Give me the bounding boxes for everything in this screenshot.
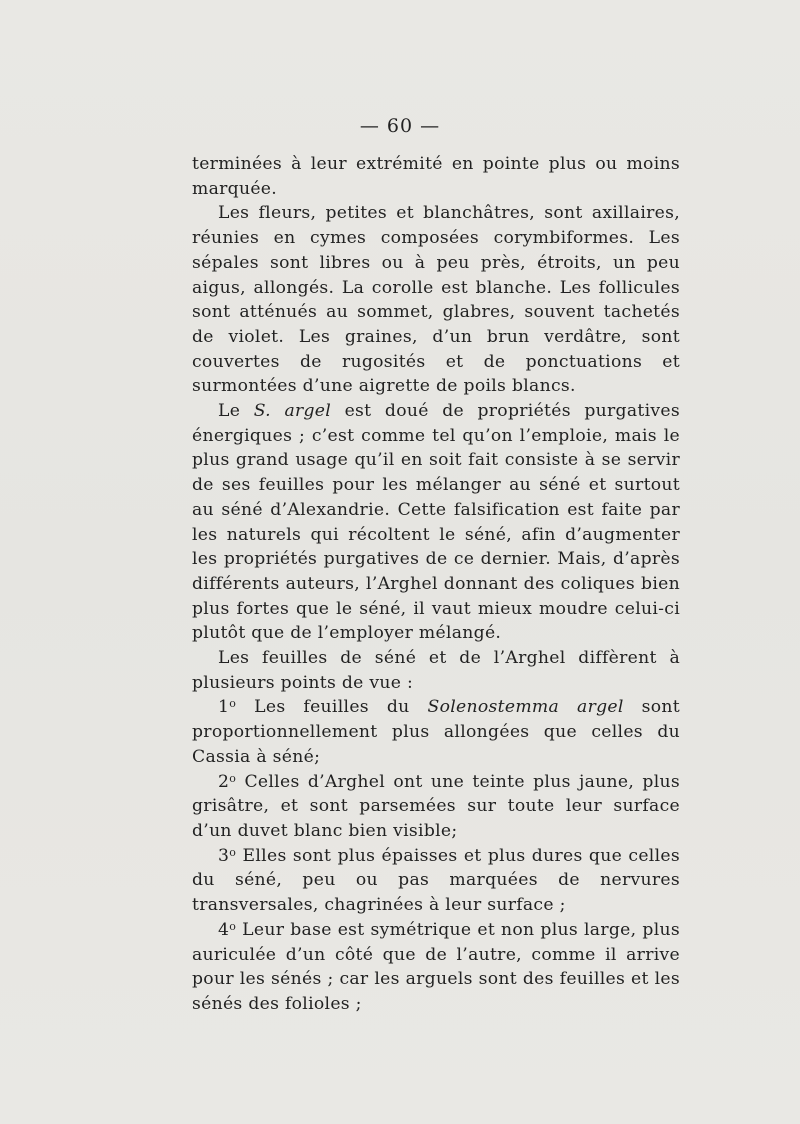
list-item-4 xyxy=(192,918,680,1017)
list-item-3 xyxy=(192,844,680,918)
text-span: Leur base est symétrique et non plus large, plus auriculée d’un côté que de l’autre, comme il arrive pour les sénés ; car les arguels sont des feuilles et les sénés des folioles ; xyxy=(192,919,680,1014)
list-number: 1 xyxy=(218,697,230,718)
text-span: est doué de propriétés purgatives énergiques ; c’est comme tel qu’on l’emploie, mais le plus grand usage qu’il en soit fait consiste à se servir de ses feuilles pour les mélanger au séné et surtout au séné d’Alexandrie. Cette falsification est faite par les naturels qui récoltent le séné, afin d’augmenter les propriétés purgatives de ce dernier. Mais, d’après différents auteurs, l’Arghel donnant des coliques bien plus fortes que le séné, il vaut mieux moudre celui-ci plutôt que de l’employer mélangé. xyxy=(192,401,680,644)
text-span: sont proportionnellement plus allongées que celles du Cassia à séné; xyxy=(192,697,680,767)
text-span: Le xyxy=(218,401,254,422)
list-number: 3 xyxy=(218,845,230,866)
page-number: — 60 — xyxy=(359,115,441,137)
paragraph-flowers: Les fleurs, petites et blanchâtres, sont axillaires, réunies en cymes composées corymbiformes. Les sépales sont libres ou à peu près, étroits, un peu aigus, allongés. La corolle est blanche. Les follicules sont atténués au sommet, glabres, souvent tachetés de violet. Les graines, d’un brun verdâtre, sont couvertes de rugosités et de ponctuations et surmontées d’une aigrette de poils blancs. xyxy=(192,203,680,397)
list-item-2 xyxy=(192,770,680,844)
ordinal-mark: o xyxy=(229,845,237,859)
list-item-1 xyxy=(192,695,680,769)
ordinal-mark: o xyxy=(229,771,237,785)
list-number: 2 xyxy=(218,771,230,792)
paragraph-differences: Les feuilles de séné et de l’Arghel diffèrent à plusieurs points de vue : xyxy=(192,648,680,693)
body-text xyxy=(192,152,680,1017)
paragraph-properties xyxy=(192,399,680,646)
paragraph-continuation: terminées à leur extrémité en pointe plus ou moins marquée. xyxy=(192,154,680,199)
text-span: Celles d’Arghel ont une teinte plus jaune, plus grisâtre, et sont parsemées sur toute leur surface d’un duvet blanc bien visible; xyxy=(192,771,680,841)
text-span: Elles sont plus épaisses et plus dures que celles du séné, peu ou pas marquées de nervures transversales, chagrinées à leur surface ; xyxy=(192,845,680,916)
species-name: Solenostemma argel xyxy=(427,697,624,718)
species-name: S. argel xyxy=(253,401,332,422)
list-number: 4 xyxy=(218,919,230,940)
ordinal-mark: o xyxy=(229,697,237,711)
ordinal-mark: o xyxy=(229,919,237,933)
text-span: Les feuilles du xyxy=(236,697,428,718)
